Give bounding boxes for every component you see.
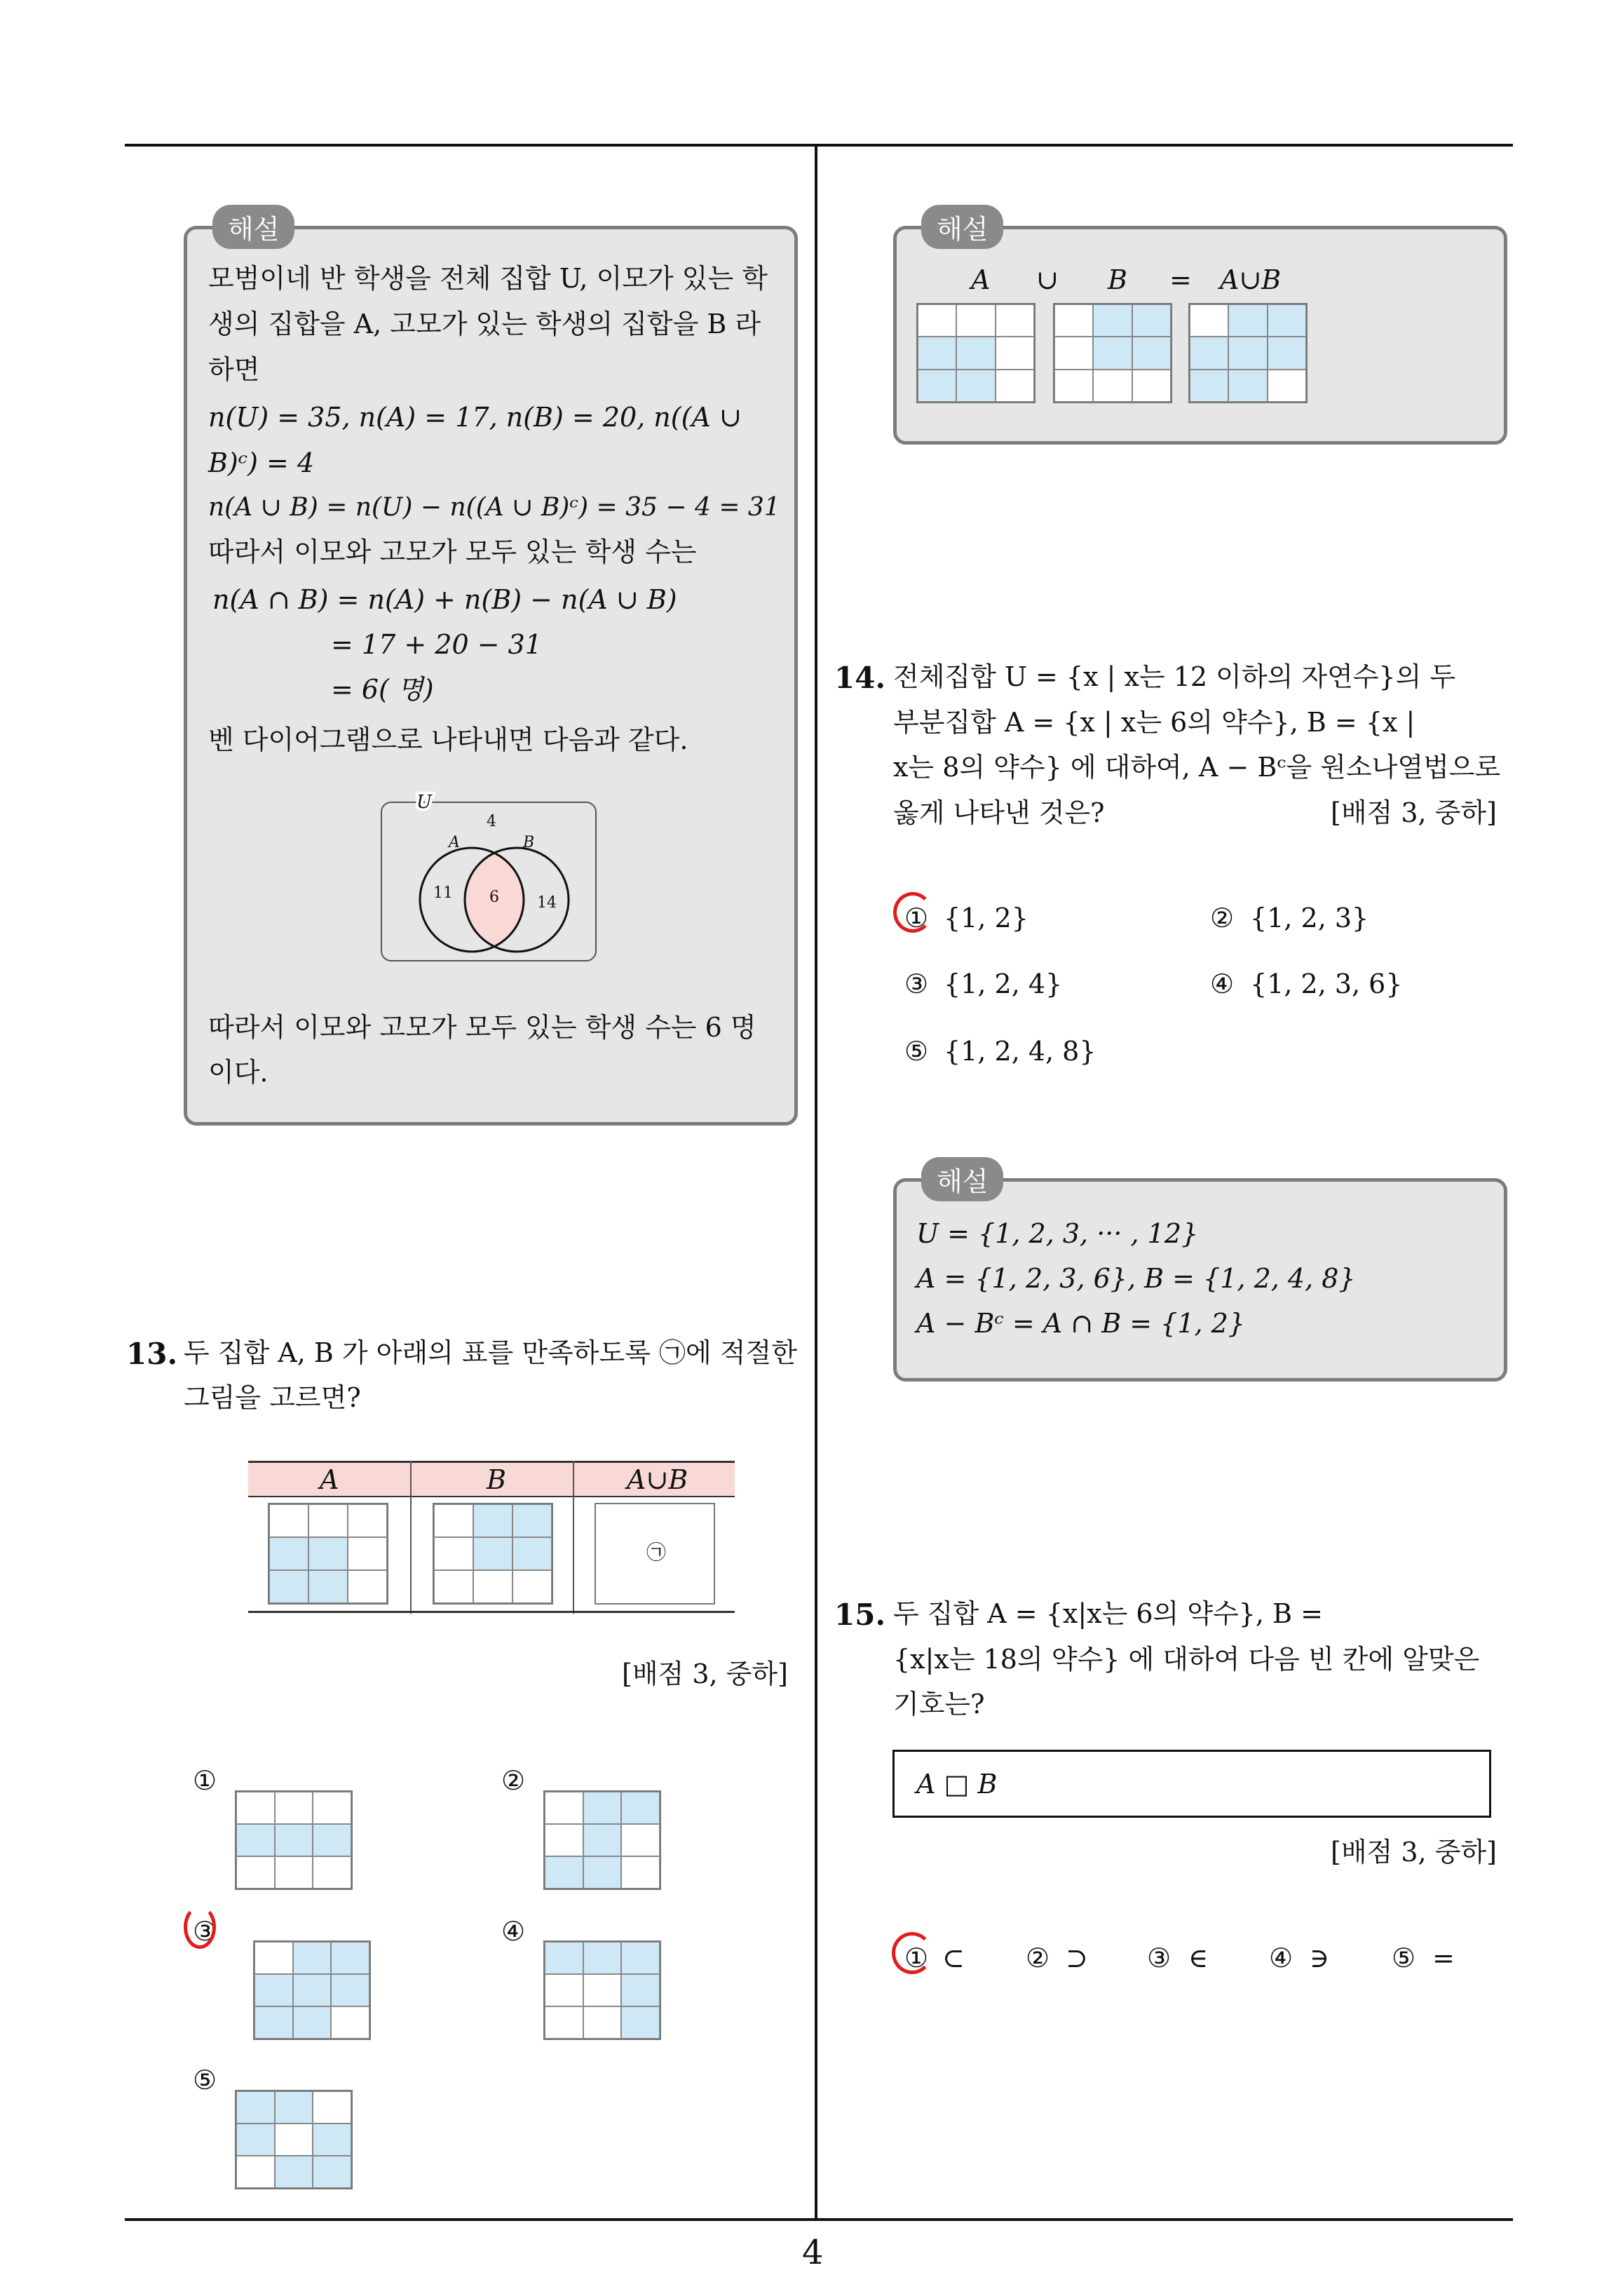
choice-mark[interactable]: ② — [1026, 1943, 1050, 1973]
question-13-text: 그림을 고르면? — [184, 1382, 361, 1413]
solution-line: A − Bᶜ = A ∩ B = {1, 2} — [916, 1308, 1245, 1339]
choice-text[interactable]: ⊃ — [1066, 1943, 1088, 1973]
solution-line: n(U) = 35, n(A) = 17, n(B) = 20, n((A ∪ — [208, 402, 742, 433]
selected-answer-circle — [184, 1905, 216, 1949]
venn-outside: 4 — [487, 813, 496, 830]
question-14-text: x는 8의 약수} 에 대하여, A − Bᶜ을 원소나열법으로 — [893, 752, 1501, 783]
choice-mark[interactable]: ① — [904, 903, 929, 933]
venn-both: 6 — [489, 889, 499, 906]
question-14-text: 전체집합 U = {x | x는 12 이하의 자연수}의 두 — [893, 661, 1456, 692]
solution-tag: 해설 — [921, 205, 1003, 249]
choice-mark[interactable]: ① — [193, 1765, 217, 1796]
blank-mark: ㉠ — [646, 1541, 667, 1564]
choice-text[interactable]: {1, 2} — [944, 903, 1028, 933]
solution-line: 이다. — [208, 1057, 269, 1088]
choice-text[interactable]: ∋ — [1310, 1943, 1330, 1973]
choice-mark[interactable]: ⑤ — [1392, 1943, 1416, 1973]
solution-box-left — [184, 226, 798, 1126]
choice-mark[interactable]: ⑤ — [193, 2065, 217, 2095]
solution-line: A = {1, 2, 3, 6}, B = {1, 2, 4, 8} — [916, 1263, 1356, 1294]
choice-mark[interactable]: ⑤ — [904, 1036, 929, 1067]
set-label: A — [971, 264, 991, 295]
choice-mark[interactable]: ② — [1210, 903, 1235, 933]
column-divider — [815, 145, 817, 2220]
question-13-text: 두 집합 A, B 가 아래의 표를 만족하도록 ㉠에 적절한 — [184, 1337, 797, 1368]
question-15-text: 기호는? — [893, 1689, 985, 1720]
solution-line: 생의 집합을 A, 고모가 있는 학생의 집합을 B 라 — [208, 309, 761, 339]
choice-text[interactable]: = — [1432, 1943, 1455, 1973]
choice-text[interactable]: {1, 2, 4, 8} — [944, 1036, 1096, 1067]
solution-grid-b — [1053, 303, 1172, 403]
set-label: B — [1108, 264, 1127, 295]
bottom-rule — [125, 2218, 1513, 2221]
solution-grid-a — [916, 303, 1035, 403]
solution-line: 하면 — [208, 354, 260, 385]
question-number-14: 14. — [834, 661, 886, 695]
solution-grid-union — [1188, 303, 1308, 403]
venn-diagram — [379, 785, 603, 968]
set-label: = — [1169, 264, 1192, 295]
choice-mark[interactable]: ② — [501, 1765, 526, 1796]
top-rule — [125, 144, 1513, 147]
solution-line: 모범이네 반 학생을 전체 집합 U, 이모가 있는 학 — [208, 263, 768, 294]
q15-box-text: A □ B — [916, 1769, 998, 1799]
solution-line: B)ᶜ) = 4 — [208, 447, 315, 478]
q13-choice-3-grid[interactable] — [253, 1940, 371, 2040]
choice-mark[interactable]: ④ — [1269, 1943, 1293, 1973]
choice-mark[interactable]: ④ — [1210, 968, 1235, 999]
question-number-13: 13. — [126, 1337, 178, 1371]
choice-text[interactable]: ⊂ — [942, 1943, 965, 1973]
table-divider — [573, 1461, 574, 1614]
q13-choice-4-grid[interactable] — [543, 1940, 661, 2040]
choice-mark[interactable]: ③ — [1147, 1943, 1172, 1973]
table-header: A∪B — [627, 1464, 688, 1495]
solution-line: U = {1, 2, 3, ··· , 12} — [916, 1218, 1199, 1249]
choice-text[interactable]: {1, 2, 4} — [944, 968, 1063, 999]
table-bottom-rule — [248, 1611, 735, 1613]
q13-grid-a — [268, 1503, 388, 1605]
q13-choice-5-grid[interactable] — [235, 2090, 353, 2189]
venn-a-only: 11 — [433, 884, 453, 902]
choice-text[interactable]: {1, 2, 3} — [1250, 903, 1369, 933]
q15-score: [배점 3, 중하] — [1331, 1837, 1497, 1868]
solution-line: n(A ∪ B) = n(U) − n((A ∪ B)ᶜ) = 35 − 4 = 31 — [208, 493, 780, 522]
q13-choice-1-grid[interactable] — [235, 1790, 353, 1890]
question-15-text: {x|x는 18의 약수} 에 대하여 다음 빈 칸에 알맞은 — [893, 1644, 1480, 1675]
set-label: A∪B — [1220, 264, 1282, 295]
choice-text[interactable]: ∈ — [1188, 1943, 1209, 1973]
venn-label-a: A — [449, 834, 460, 851]
q13-choice-2-grid[interactable] — [543, 1790, 661, 1890]
question-14-text: 옳게 나타낸 것은? — [893, 797, 1105, 828]
solution-tag: 해설 — [212, 205, 294, 249]
table-divider — [410, 1461, 412, 1614]
question-15-text: 두 집합 A = {x|x는 6의 약수}, B = — [893, 1598, 1323, 1629]
choice-mark[interactable]: ④ — [501, 1916, 526, 1947]
venn-label-b: B — [523, 834, 535, 851]
set-label: ∪ — [1036, 264, 1059, 295]
page-number: 4 — [802, 2233, 824, 2272]
choice-mark[interactable]: ③ — [193, 1916, 217, 1947]
solution-line: = 6( 명) — [331, 674, 434, 705]
venn-label-u: U — [416, 792, 432, 813]
solution-line: 벤 다이어그램으로 나타내면 다음과 같다. — [208, 724, 688, 755]
choice-mark[interactable]: ③ — [904, 968, 929, 999]
venn-b-only: 14 — [537, 894, 557, 912]
solution-tag: 해설 — [921, 1157, 1003, 1201]
table-header: B — [487, 1464, 506, 1495]
choice-text[interactable]: {1, 2, 3, 6} — [1250, 968, 1403, 999]
q14-score: [배점 3, 중하] — [1331, 797, 1497, 828]
solution-line: 따라서 이모와 고모가 모두 있는 학생 수는 — [208, 536, 697, 567]
table-header: A — [320, 1464, 339, 1495]
question-14-text: 부분집합 A = {x | x는 6의 약수}, B = {x | — [893, 707, 1415, 738]
q13-grid-b — [433, 1503, 553, 1605]
solution-line: n(A ∩ B) = n(A) + n(B) − n(A ∪ B) — [212, 584, 677, 615]
solution-line: 따라서 이모와 고모가 모두 있는 학생 수는 6 명 — [208, 1012, 756, 1043]
question-number-15: 15. — [834, 1598, 886, 1632]
q13-score: [배점 3, 중하] — [622, 1659, 788, 1689]
choice-mark[interactable]: ① — [904, 1943, 929, 1973]
solution-line: = 17 + 20 − 31 — [331, 629, 542, 660]
